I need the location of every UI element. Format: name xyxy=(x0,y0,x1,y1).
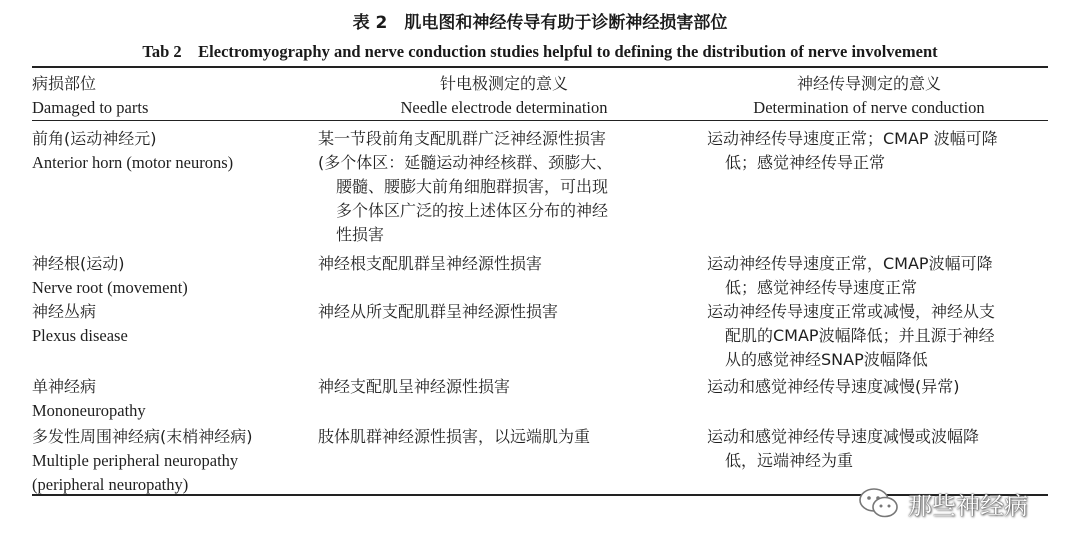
part-cn: 多发性周围神经病(末梢神经病) xyxy=(32,427,253,446)
conduction-line: 低；感觉神经传导速度正常 xyxy=(725,278,918,297)
conduction-line: 从的感觉神经SNAP波幅降低 xyxy=(725,350,928,369)
top-rule xyxy=(32,66,1048,68)
part-cn: 单神经病 xyxy=(32,377,97,396)
header-col1-cn: 病损部位 xyxy=(32,74,97,93)
needle-line: 肢体肌群神经源性损害，以远端肌为重 xyxy=(318,427,591,446)
row-conduction xyxy=(707,300,1047,372)
row-conduction xyxy=(707,252,1047,300)
row-conduction xyxy=(707,127,1047,175)
watermark xyxy=(858,485,1058,521)
row-part xyxy=(32,252,317,300)
wechat-icon xyxy=(858,487,900,519)
needle-line: 神经根支配肌群呈神经源性损害 xyxy=(318,254,543,273)
row-needle xyxy=(318,425,678,449)
row-part xyxy=(32,425,317,497)
row-needle xyxy=(318,127,678,247)
row-conduction xyxy=(707,375,1047,399)
watermark-text: 那些神经病 xyxy=(908,491,1028,520)
conduction-line: 运动神经传导速度正常，CMAP波幅可降 xyxy=(707,254,993,273)
row-conduction xyxy=(707,425,1047,473)
header-col3 xyxy=(690,72,1048,120)
header-col3-cn: 神经传导测定的意义 xyxy=(796,74,941,93)
needle-line: 腰髓、腰膨大前角细胞群损害，可出现 xyxy=(336,177,609,196)
part-en-2: (peripheral neuropathy) xyxy=(32,475,189,494)
needle-line: 神经支配肌呈神经源性损害 xyxy=(318,377,511,396)
needle-line: (多个体区：延髓运动神经核群、颈膨大、 xyxy=(318,153,613,172)
needle-line: 性损害 xyxy=(336,225,385,244)
conduction-line: 运动和感觉神经传导速度减慢(异常) xyxy=(707,377,960,396)
needle-line: 某一节段前角支配肌群广泛神经源性损害 xyxy=(318,129,607,148)
row-needle xyxy=(318,252,678,276)
header-col2-cn: 针电极测定的意义 xyxy=(439,74,568,93)
part-en: Plexus disease xyxy=(32,326,128,345)
conduction-line: 运动和感觉神经传导速度减慢或波幅降 xyxy=(707,427,980,446)
table-title-en: Tab 2 Electromyography and nerve conduction studies helpful to defining the distribution of nerve involvement xyxy=(142,42,938,61)
part-en: Multiple peripheral neuropathy xyxy=(32,451,239,470)
part-cn: 神经根(运动) xyxy=(32,254,125,273)
conduction-line: 配肌的CMAP波幅降低；并且源于神经 xyxy=(725,326,995,345)
header-rule xyxy=(32,120,1048,121)
row-needle xyxy=(318,375,678,399)
header-col2 xyxy=(318,72,690,120)
part-cn: 前角(运动神经元) xyxy=(32,129,157,148)
conduction-line: 低；感觉神经传导正常 xyxy=(725,153,886,172)
part-en: Anterior horn (motor neurons) xyxy=(32,153,234,172)
header-col3-en: Determination of nerve conduction xyxy=(753,98,985,117)
part-en: Nerve root (movement) xyxy=(32,278,188,297)
needle-line: 多个体区广泛的按上述体区分布的神经 xyxy=(336,201,609,220)
header-col2-en: Needle electrode determination xyxy=(400,98,608,117)
conduction-line: 运动神经传导速度正常或减慢，神经从支 xyxy=(707,302,996,321)
table-title-cn: 表 2 肌电图和神经传导有助于诊断神经损害部位 xyxy=(352,13,728,33)
row-part xyxy=(32,300,317,348)
header-col1 xyxy=(32,72,317,120)
needle-line: 神经从所支配肌群呈神经源性损害 xyxy=(318,302,559,321)
part-en: Mononeuropathy xyxy=(32,401,146,420)
conduction-line: 低，远端神经为重 xyxy=(725,451,854,470)
row-part xyxy=(32,375,317,423)
row-part xyxy=(32,127,317,175)
row-needle xyxy=(318,300,678,324)
part-cn: 神经丛病 xyxy=(32,302,97,321)
header-col1-en: Damaged to parts xyxy=(32,98,149,117)
conduction-line: 运动神经传导速度正常；CMAP 波幅可降 xyxy=(707,129,998,148)
